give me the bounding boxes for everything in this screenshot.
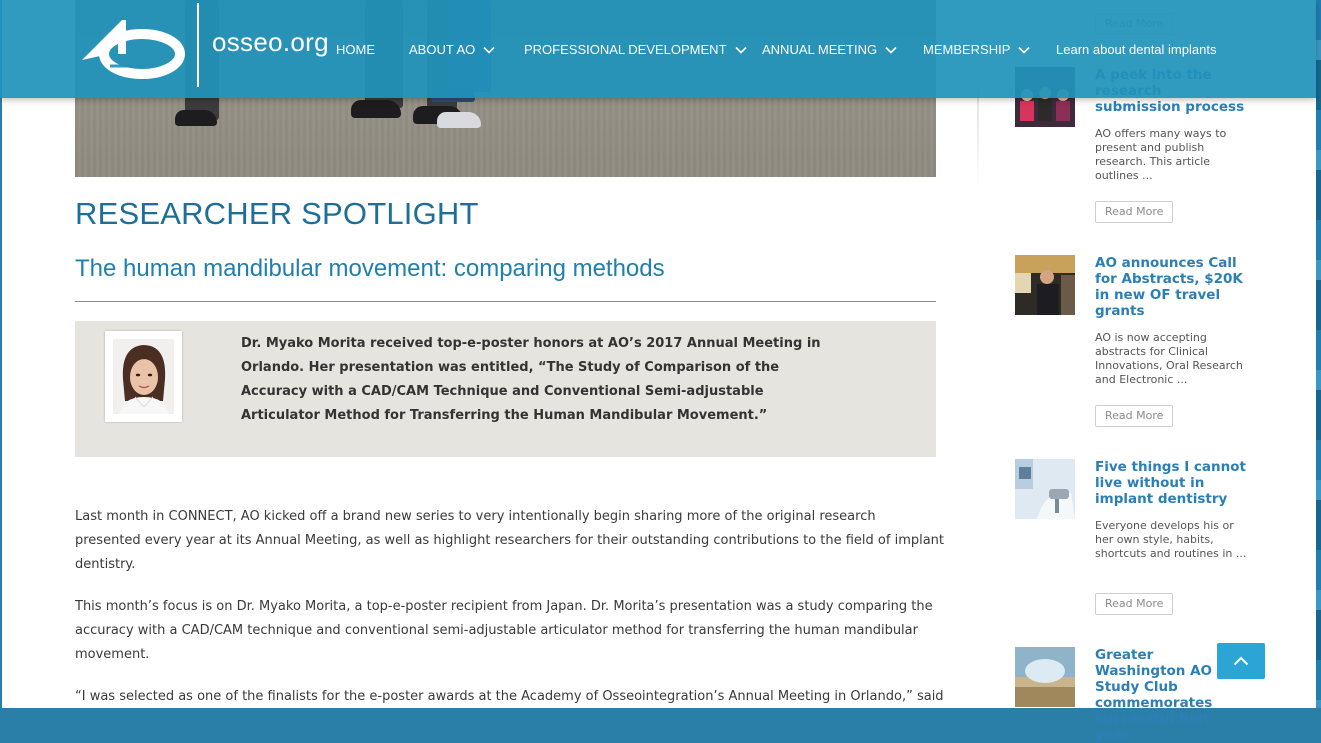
read-more-button[interactable]: Read More xyxy=(1095,593,1173,615)
nav-item-about-ao[interactable] xyxy=(409,42,495,57)
nav-item-label: PROFESSIONAL DEVELOPMENT xyxy=(524,42,727,57)
back-to-top-button[interactable] xyxy=(1217,643,1265,679)
nav-item-label: MEMBERSHIP xyxy=(923,42,1011,57)
post-excerpt: AO offers many ways to present and publish research. This article outlines ... xyxy=(1095,127,1227,182)
nav-item-label: ABOUT AO xyxy=(409,42,476,57)
nav-item-dental-implants[interactable] xyxy=(1056,42,1216,57)
site-name[interactable]: osseo.org xyxy=(212,27,329,57)
chevron-up-icon xyxy=(1233,656,1249,666)
nav-item-label: HOME xyxy=(336,42,375,57)
ao-logo-icon[interactable] xyxy=(80,16,188,78)
sidebar-post xyxy=(1015,255,1265,435)
post-title-link[interactable]: Five things I cannot live without in implant dentistry xyxy=(1095,459,1246,507)
read-more-button[interactable]: Read More xyxy=(1095,405,1173,427)
read-more-button[interactable]: Read More xyxy=(1095,201,1173,223)
chevron-down-icon xyxy=(1018,46,1030,54)
article-subtitle: The human mandibular movement: comparing methods xyxy=(75,255,665,282)
divider xyxy=(75,301,936,302)
logo-divider xyxy=(197,3,199,87)
post-thumbnail[interactable] xyxy=(1015,459,1075,519)
post-title-link[interactable]: submission process xyxy=(1095,99,1245,115)
chevron-down-icon xyxy=(735,46,747,54)
nav-item-label: ANNUAL MEETING xyxy=(762,42,878,57)
article-paragraph: This month’s focus is on Dr. Myako Morita, a top-e-poster recipient from Japan. Dr. Morita’s presentation was a study comparing the accuracy with a CAD/CAM technique and conventional semi-adjustable articulator method for transferring the human mandibular movement. xyxy=(75,599,933,662)
post-excerpt: AO is now accepting abstracts for Clinical Innovations, Oral Research and Electronic ... xyxy=(1095,331,1243,386)
article-paragraph: Last month in CONNECT, AO kicked off a brand new series to very intentionally begin sharing more of the original research presented every year at its Annual Meeting, as well as highlight researchers for their outstanding contributions to the field of implant dentistry. xyxy=(75,509,945,572)
chevron-down-icon xyxy=(483,46,495,54)
background-strip xyxy=(1316,0,1321,708)
site-header xyxy=(0,0,1316,98)
spotlight-box xyxy=(75,321,936,457)
nav-item-professional-development[interactable] xyxy=(524,42,747,57)
page-title: RESEARCHER SPOTLIGHT xyxy=(75,196,479,231)
nav-item-membership[interactable] xyxy=(923,42,1030,57)
sidebar-post xyxy=(1015,459,1265,619)
post-thumbnail[interactable] xyxy=(1015,255,1075,315)
post-thumbnail[interactable] xyxy=(1015,647,1075,707)
portrait-image xyxy=(113,339,174,414)
chevron-down-icon xyxy=(885,46,897,54)
post-excerpt: Everyone develops his or her own style, habits, shortcuts and routines in ... xyxy=(1095,519,1247,560)
article-paragraph: “I was selected as one of the finalists for the e-poster awards at the Academy of Osseointegration’s Annual Meeting in Orlando,” said xyxy=(75,689,944,704)
spotlight-text: Dr. Myako Morita received top-e-poster honors at AO’s 2017 Annual Meeting in Orlando. Her presentation was entitled, “The Study of Comparison of the Accuracy with a CAD/CAM Technique and Conventional Semi-adjustable Articulator Method for Transferring the Human Mandibular Movement.” xyxy=(241,336,821,423)
nav-item-home[interactable] xyxy=(336,42,375,57)
nav-item-label: Learn about dental implants xyxy=(1056,42,1217,57)
post-title-link[interactable]: Greater Washington AO Study Club commemorates successful first year xyxy=(1095,647,1213,743)
nav-item-annual-meeting[interactable] xyxy=(762,42,897,57)
portrait-photo xyxy=(105,331,182,422)
page xyxy=(2,0,1316,743)
sidebar-divider xyxy=(977,90,979,190)
post-title-link[interactable]: AO announces Call for Abstracts, $20K in new OF travel grants xyxy=(1095,255,1243,319)
